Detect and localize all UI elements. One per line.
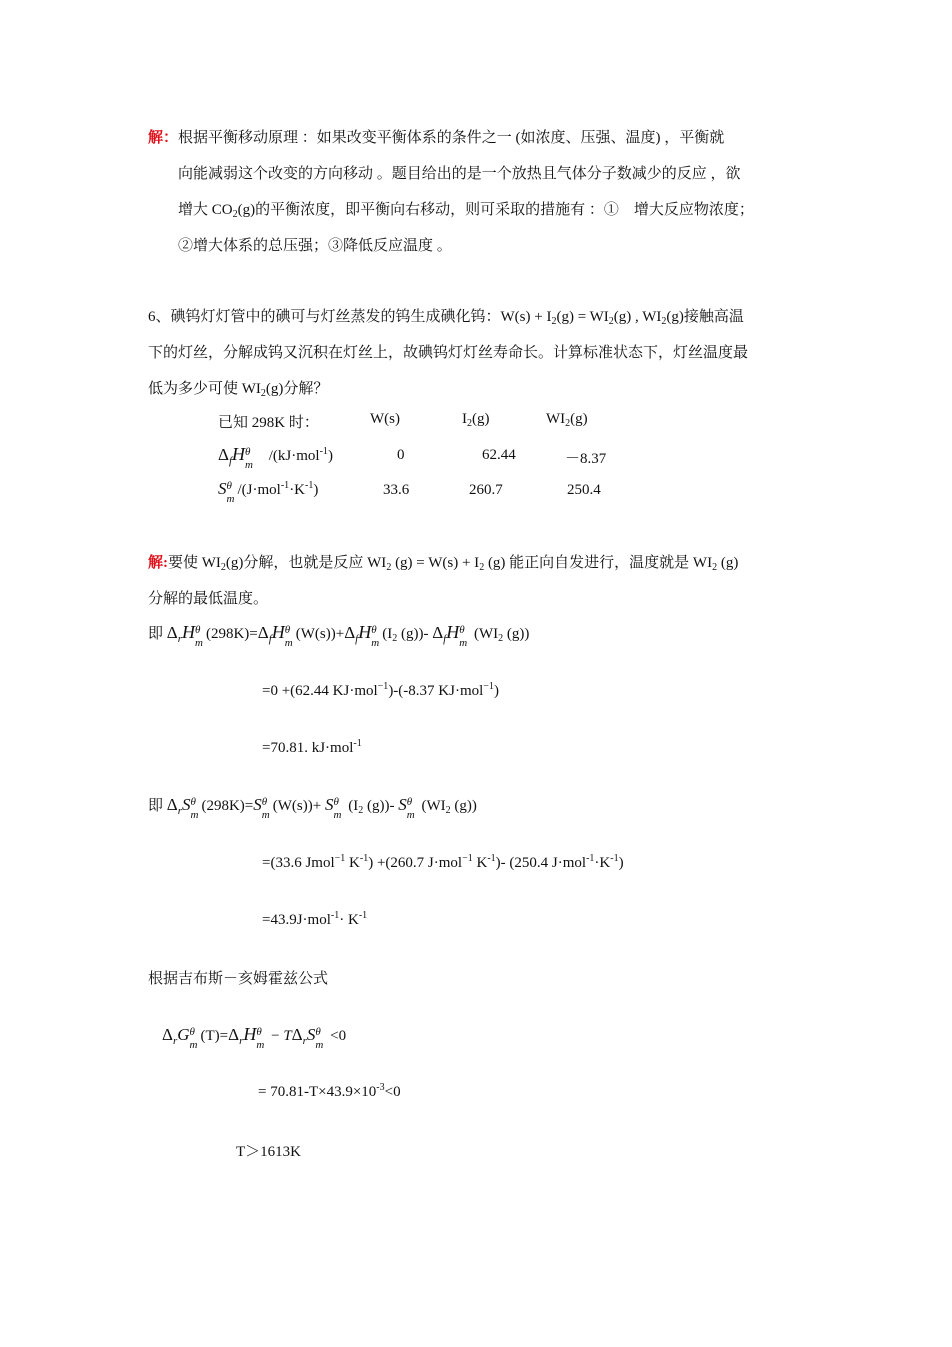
table-row1-val2: 62.44 — [482, 447, 516, 463]
problem6-line1: 6、碘钨灯灯管中的碘可与灯丝蒸发的钨生成碘化钨：$W(s) + I_2(g) = WI_2(g)$ , $WI_2(g)$接触高温 — [148, 309, 744, 327]
table-row1-val1: 0 — [397, 447, 405, 463]
solution1-line1: 解：根据平衡移动原理 ：如果改变平衡体系的条件之一 (如浓度、压强、温度) ，平衡就 — [148, 130, 725, 146]
solution1-line3: 增大 $CO_2(g)$的平衡浓度，即平衡向右移动，则可采取的措施有 ：① 增大反应物浓度； — [178, 202, 754, 220]
table-row-enthalpy-label: $\Delta_fH$ θ m /(kJ·mol$^{-1}$) — [218, 444, 333, 471]
solution1-line2: 向能减弱这个改变的方向移动 。题目给出的是一个放热且气体分子数减少的反应 ，欲 — [178, 166, 741, 182]
gibbs-equation: $\Delta_rG$ θ m $(T)=\Delta_rH$ θ m − $T\Delta_rS$ θ m <0 — [162, 1024, 347, 1051]
solution2-line1: 解:要使 $WI_2(g)$分解，也就是反应 $WI_2$ $(g) = W(s) + I_2$ (g) 能正向自发进行，温度就是 $WI_2$ (g) — [148, 555, 739, 573]
solution-label: 解： — [148, 130, 179, 146]
solution1-line4: ②增大体系的总压强；③降低反应温度 。 — [178, 238, 452, 254]
entropy-result: $=43.9J\cdot mol^{-1}\cdot K^{-1}$ — [262, 910, 368, 928]
table-row2-val1: 33.6 — [383, 482, 410, 498]
table-row2-val3: 250.4 — [567, 482, 601, 498]
table-row2-val2: 260.7 — [469, 482, 503, 498]
table-col-w: W(s) — [370, 411, 400, 427]
final-result: T＞1613K — [236, 1144, 301, 1160]
gibbs-intro: 根据吉布斯－亥姆霍兹公式 — [148, 971, 329, 987]
table-row-entropy-label: S θ m $/(J\cdot mol^{-1}\cdot K^{-1})$ — [218, 479, 319, 505]
enthalpy-result: =70.81. kJ·mol$^{-1}$ — [262, 738, 362, 756]
table-header-label: 已知 298K 时： — [218, 415, 319, 431]
solution2-line2: 分解的最低温度。 — [148, 591, 269, 607]
entropy-calc-line1: =(33.6 Jmol$^{-1}$ $K^{-1}) +(260.7$ J·mol$^{-1}$ $K^{-1})-$ (250.4 $J\cdot mol^{-1}\cdot K^{-1}$) — [262, 853, 624, 871]
entropy-equation: 即 $\Delta_rS$ θ m (298K)=S θ m (W(s))+ S θ m ($I_2$ (g))- S θ m ($WI_2$ (g)) — [148, 795, 477, 821]
problem6-line3: 低为多少可使 $WI_2(g)$分解？ — [148, 381, 329, 399]
enthalpy-equation: 即 $\Delta_rH$ θ m $(298K)=\Delta_fH$ θ m $(W(s))+\Delta_fH$ θ m ($I_2$ (g))- $\Delta_fH$ θ m ($WI_2$ (g)) — [148, 622, 530, 649]
table-row1-val3: －8.37 — [565, 451, 607, 467]
gibbs-substituted: = $70.81-T\times 43.9\times 10^{-3}<0$ — [258, 1082, 401, 1100]
table-col-wi2: $WI_2(g)$ — [546, 411, 588, 429]
solution-label: 解: — [148, 555, 168, 571]
enthalpy-calc-line1: =0 +(62.44 KJ·mol$^{-1}$)-(-8.37 KJ·mol$^{-1}$) — [262, 681, 499, 699]
table-col-i2: $I_2(g)$ — [462, 411, 490, 429]
problem6-line2: 下的灯丝，分解成钨又沉积在灯丝上，故碘钨灯灯丝寿命长。计算标准状态下，灯丝温度最 — [148, 345, 749, 361]
